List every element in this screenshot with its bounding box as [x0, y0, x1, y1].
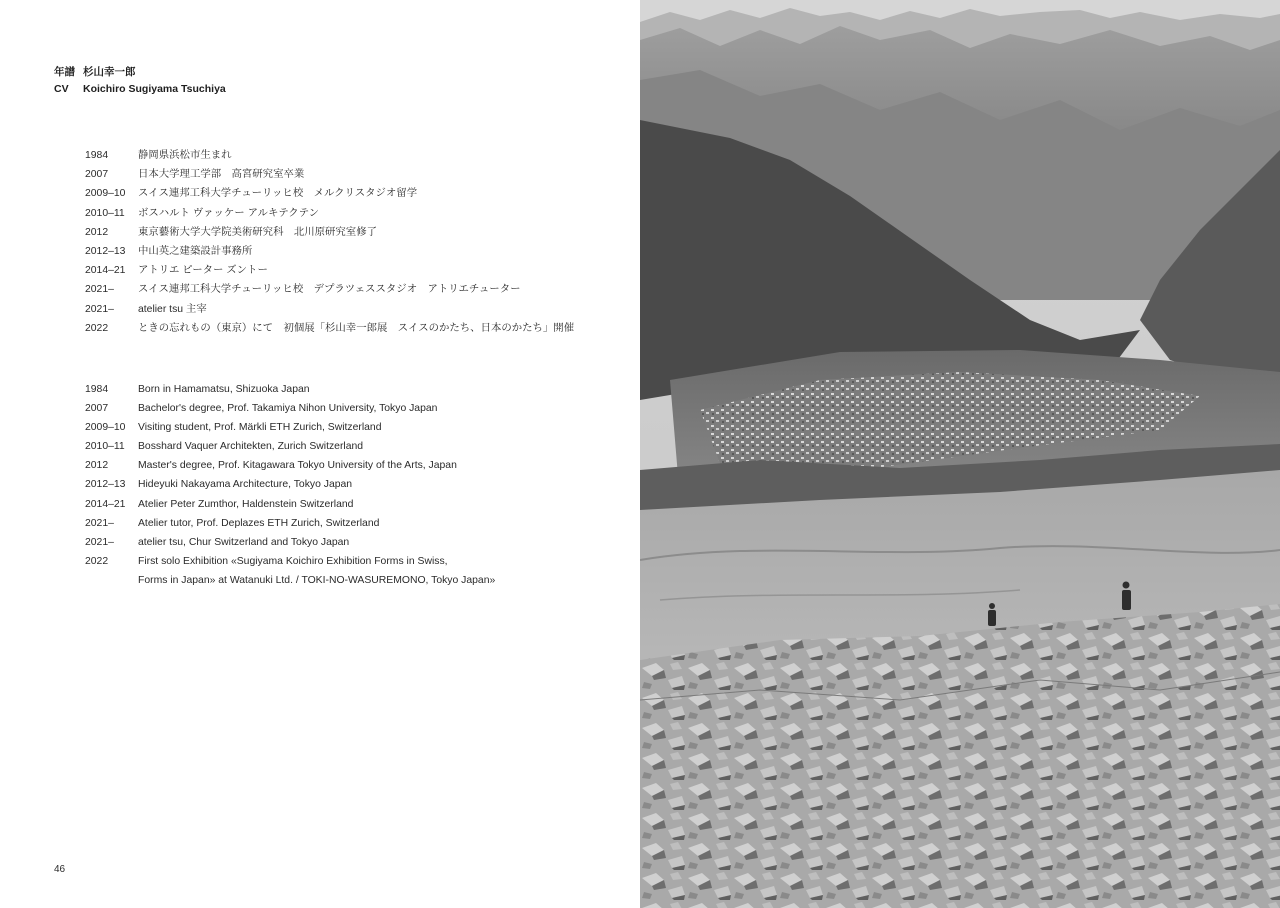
cv-year: 2014–21 — [85, 265, 126, 277]
cv-year: 1984 — [85, 384, 109, 395]
cv-header-ja-name: 杉山幸一郎 — [83, 66, 136, 78]
cv-entry — [85, 533, 495, 552]
cv-text: Atelier tutor, Prof. Deplazes ETH Zurich, Switzerland — [138, 517, 380, 529]
cv-text: 静岡県浜松市生まれ — [138, 150, 232, 161]
mountain-landscape-image — [640, 0, 1280, 908]
cv-entry — [85, 188, 574, 207]
mountain-photograph — [640, 0, 1280, 908]
cv-year: 2007 — [85, 403, 109, 415]
cv-text: 日本大学理工学部 高宮研究室卒業 — [138, 169, 305, 181]
cv-header-ja-label: 年譜 — [54, 66, 75, 78]
cv-entry — [85, 208, 574, 227]
cv-text-line: Forms in Japan» at Watanuki Ltd. / TOKI-NO-WASUREMONO, Tokyo Japan» — [138, 574, 496, 586]
cv-year: 2012–13 — [85, 245, 126, 257]
cv-text: Hideyuki Nakayama Architecture, Tokyo Japan — [138, 479, 353, 491]
cv-year: 2014–21 — [85, 498, 126, 510]
cv-year: 2007 — [85, 169, 109, 181]
cv-header-en-name: Koichiro Sugiyama Tsuchiya — [83, 83, 226, 95]
cv-text: Born in Hamamatsu, Shizuoka Japan — [138, 384, 310, 395]
cv-year: 2012 — [85, 460, 109, 472]
cv-text: Visiting student, Prof. Märkli ETH Zurich, Switzerland — [138, 422, 382, 434]
cv-text: Master's degree, Prof. Kitagawara Tokyo University of the Arts, Japan — [138, 460, 457, 472]
cv-entry — [85, 552, 495, 590]
cv-year: 2021– — [85, 517, 114, 529]
cv-text: ときの忘れもの（東京）にて 初個展「杉山幸一郎展 スイスのかたち、日本のかたち」開催 — [138, 322, 575, 334]
cv-text: Bosshard Vaquer Architekten, Zurich Switzerland — [138, 441, 364, 453]
cv-entry — [85, 284, 574, 303]
cv-text: ボスハルト ヴァッケー アルキテクテン — [138, 207, 319, 219]
cv-list-japanese — [85, 150, 574, 342]
cv-entry — [85, 227, 574, 246]
cv-year: 2021– — [85, 536, 114, 548]
cv-entry — [85, 418, 495, 437]
cv-year: 2010–11 — [85, 441, 125, 453]
cv-entry — [85, 437, 495, 456]
cv-entry — [85, 399, 495, 418]
cv-year: 2021– — [85, 303, 114, 315]
cv-entry — [85, 323, 574, 342]
cv-year: 2012 — [85, 226, 109, 238]
cv-text: スイス連邦工科大学チューリッヒ校 メルクリスタジオ留学 — [138, 188, 418, 200]
cv-text-line: First solo Exhibition «Sugiyama Koichiro Exhibition Forms in Swiss, — [138, 555, 448, 567]
cv-entry — [85, 246, 574, 265]
cv-year: 2012–13 — [85, 479, 126, 491]
cv-header-en — [54, 83, 226, 95]
cv-year: 2009–10 — [85, 188, 126, 200]
cv-entry — [85, 514, 495, 533]
cv-text: atelier tsu, Chur Switzerland and Tokyo Japan — [138, 536, 350, 548]
page-number: 46 — [54, 864, 66, 875]
cv-header-ja — [54, 64, 136, 79]
cv-text: Atelier Peter Zumthor, Haldenstein Switzerland — [138, 498, 354, 510]
cv-text: スイス連邦工科大学チューリッヒ校 デプラツェススタジオ アトリエチューター — [138, 284, 521, 296]
cv-entry — [85, 150, 574, 169]
cv-text: atelier tsu 主宰 — [138, 303, 207, 315]
cv-year: 2022 — [85, 555, 109, 567]
cv-entry — [85, 475, 495, 494]
cv-entry — [85, 380, 495, 399]
cv-entry — [85, 169, 574, 188]
cv-text: 中山英之建築設計事務所 — [138, 245, 253, 257]
cv-text: Bachelor's degree, Prof. Takamiya Nihon University, Tokyo Japan — [138, 403, 438, 415]
cv-entry — [85, 304, 574, 323]
cv-year: 2010–11 — [85, 207, 125, 219]
cv-entry — [85, 265, 574, 284]
cv-year: 1984 — [85, 150, 109, 161]
cv-year: 2021– — [85, 284, 114, 296]
cv-entry — [85, 456, 495, 475]
cv-year: 2009–10 — [85, 422, 126, 434]
cv-text: アトリエ ピーター ズントー — [138, 265, 268, 277]
cv-text: 東京藝術大学大学院美術研究科 北川原研究室修了 — [138, 226, 377, 238]
cv-header-en-label: CV — [54, 83, 69, 95]
cv-entry — [85, 495, 495, 514]
cv-list-english — [85, 380, 495, 590]
cv-year: 2022 — [85, 322, 109, 334]
cv-text — [138, 552, 495, 590]
